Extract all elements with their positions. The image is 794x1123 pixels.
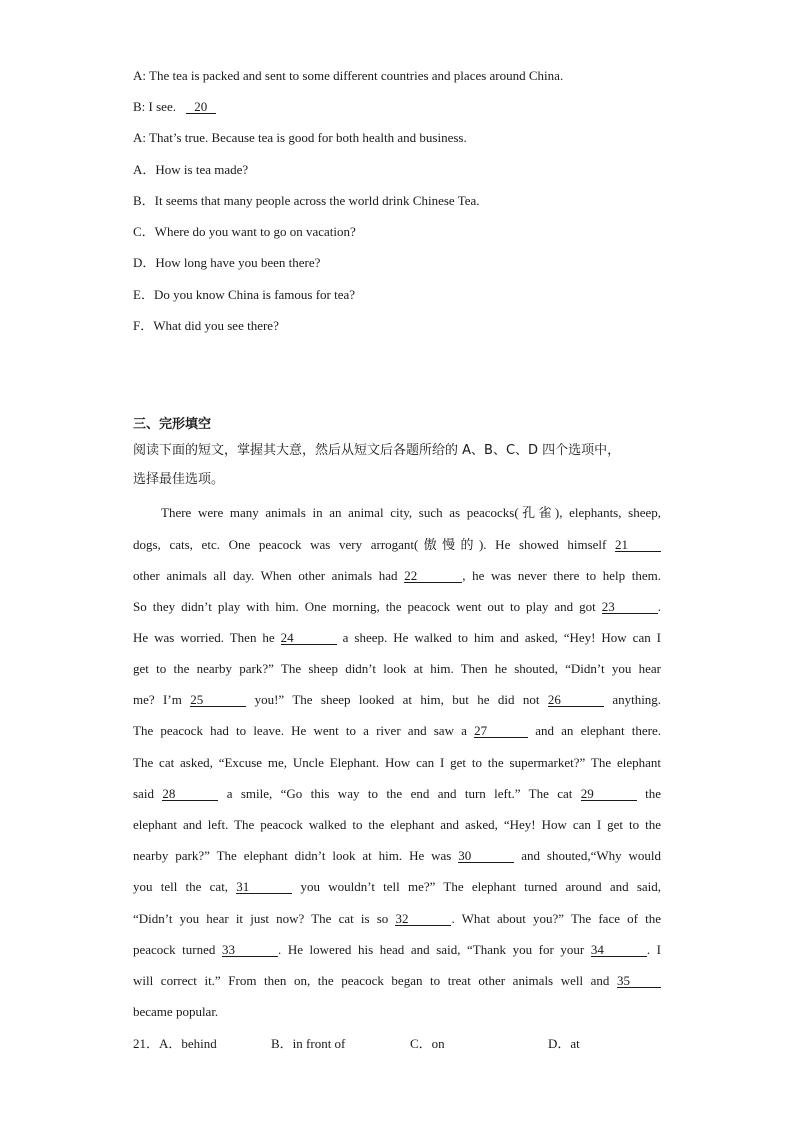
question-21 [133, 1036, 733, 1052]
passage-text: . He lowered his head and said, “Thank you for your [277, 942, 585, 957]
q21-option-b[interactable]: B．in front of [271, 1036, 346, 1051]
passage-line-10 [133, 786, 661, 802]
blank-25[interactable]: 25 [190, 693, 246, 707]
passage-text: The peacock had to leave. He went to a river and saw a [133, 723, 467, 738]
blank-26[interactable]: 26 [548, 693, 604, 707]
passage-text: a sheep. He walked to him and asked, “Hey! How can I [342, 630, 662, 645]
dialog-option-e: E．Do you know China is famous for tea? [133, 287, 356, 302]
passage-text: the [645, 786, 662, 801]
blank-35[interactable]: 35 [617, 974, 661, 988]
passage-text: you wouldn’t tell me?” The elephant turned around and said, [300, 879, 662, 894]
passage-text: nearby park?” The elephant didn’t look at him. He was [133, 848, 452, 863]
passage-text: you tell the cat, [133, 879, 229, 894]
passage-cn-gloss: 孔雀 [518, 506, 555, 521]
passage-line-6: get to the nearby park?” The sheep didn’t look at him. Then he shouted, “Didn’t you hear [133, 661, 661, 676]
passage-line-5 [133, 630, 661, 646]
dialog-option-b: B．It seems that many people across the world drink Chinese Tea. [133, 193, 480, 208]
passage-text: “Didn’t you hear it just now? The cat is so [133, 911, 389, 926]
blank-31[interactable]: 31 [236, 880, 292, 894]
passage-line-7 [133, 692, 661, 708]
passage-line-15 [133, 942, 661, 958]
section-instruction-line1: 阅读下面的短文，掌握其大意，然后从短文后各题所给的 A、B、C、D 四个选项中， [133, 443, 621, 458]
blank-20[interactable]: 20 [186, 100, 216, 114]
blank-27[interactable]: 27 [474, 724, 528, 738]
q21-option-a[interactable]: 21．A．behind [133, 1036, 217, 1051]
blank-21[interactable]: 21 [615, 538, 661, 552]
passage-line-13 [133, 879, 661, 895]
passage-text: , he was never there to help them. [462, 568, 662, 583]
dialog-line-a1: A: The tea is packed and sent to some different countries and places around China. [133, 68, 564, 83]
q21-option-c[interactable]: C．on [410, 1036, 445, 1051]
passage-line-9: The cat asked, “Excuse me, Uncle Elephant. How can I get to the supermarket?” The elephant [133, 755, 661, 770]
passage-text: ), elephants, sheep, [554, 505, 661, 520]
section-title: 三、完形填空 [133, 417, 212, 432]
q21-option-d[interactable]: D．at [548, 1036, 580, 1051]
blank-34[interactable]: 34 [591, 943, 647, 957]
blank-28[interactable]: 28 [162, 787, 218, 801]
passage-text: peacock turned [133, 942, 216, 957]
passage-line-17: became popular. [133, 1004, 219, 1019]
passage-text: will correct it.” From then on, the peacock began to treat other animals well and [133, 973, 610, 988]
passage-text: There were many animals in an animal city, such as peacocks( [161, 505, 519, 520]
dialog-line-a2: A: That’s true. Because tea is good for both health and business. [133, 130, 467, 145]
passage-line-2 [133, 537, 661, 554]
passage-text: So they didn’t play with him. One morning, the peacock went out to play and got [133, 599, 596, 614]
passage-line-8 [133, 723, 661, 739]
blank-22[interactable]: 22 [404, 569, 462, 583]
passage-text: dogs, cats, etc. One peacock was very arrogant( [133, 537, 419, 552]
blank-32[interactable]: 32 [395, 912, 451, 926]
passage-text: me? I’m [133, 692, 182, 707]
passage-text: a smile, “Go this way to the end and turn left.” The cat [226, 786, 573, 801]
blank-24[interactable]: 24 [281, 631, 337, 645]
passage-text: He was worried. Then he [133, 630, 275, 645]
dialog-option-f: F．What did you see there? [133, 318, 279, 333]
passage-text: . I [646, 942, 662, 957]
passage-text: . What about you?” The face of the [451, 911, 662, 926]
dialog-line-b1-text: B: I see. [133, 99, 176, 114]
passage-cn-gloss: 傲慢的 [418, 538, 479, 553]
passage-text: other animals all day. When other animals had [133, 568, 398, 583]
blank-23[interactable]: 23 [602, 600, 658, 614]
passage-line-1 [161, 505, 661, 522]
section-instruction-line2: 选择最佳选项。 [133, 472, 225, 487]
dialog-option-a: A．How is tea made? [133, 162, 249, 177]
blank-29[interactable]: 29 [581, 787, 637, 801]
blank-30[interactable]: 30 [458, 849, 514, 863]
passage-text: . [657, 599, 662, 614]
dialog-option-d: D．How long have you been there? [133, 255, 321, 270]
passage-line-16 [133, 973, 661, 989]
passage-text: you!” The sheep looked at him, but he did not [254, 692, 540, 707]
passage-line-14 [133, 911, 661, 927]
passage-text: ). He showed himself [478, 537, 607, 552]
passage-text: and shouted,“Why would [521, 848, 662, 863]
passage-line-3 [133, 568, 661, 584]
passage-line-4 [133, 599, 661, 615]
blank-33[interactable]: 33 [222, 943, 278, 957]
dialog-option-c: C．Where do you want to go on vacation? [133, 224, 356, 239]
passage-text: anything. [612, 692, 662, 707]
passage-text: and an elephant there. [535, 723, 662, 738]
passage-line-11: elephant and left. The peacock walked to the elephant and asked, “Hey! How can I get to the [133, 817, 661, 832]
dialog-line-b1 [133, 99, 216, 115]
passage-line-12 [133, 848, 661, 864]
passage-text: said [133, 786, 154, 801]
